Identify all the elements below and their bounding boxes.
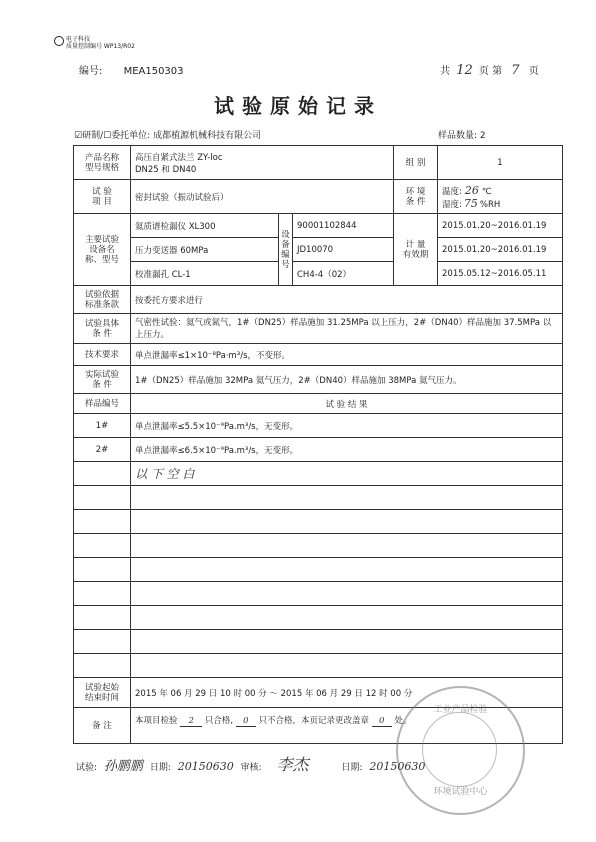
tester-signature: 孙鹏鹏 <box>103 759 143 774</box>
sample-no-label: 样品编号 <box>74 394 131 414</box>
calibration-period: 2015.01.20~2016.01.19 <box>438 238 563 262</box>
blank-cell <box>131 606 563 630</box>
actual-label: 实际试验 条 件 <box>74 366 131 394</box>
blank-cell <box>131 486 563 510</box>
actual-value: 1#（DN25）样品施加 32MPa 氦气压力，2#（DN40）样品施加 38MPa 氦气压力。 <box>131 366 563 394</box>
condition-value: 气密性试验：氦气或氮气，1#（DN25）样品施加 31.25MPa 以上压力，2#（DN40）样品施加 37.5MPa 以上压力。 <box>131 314 563 344</box>
blank-cell <box>74 654 131 678</box>
tech-value: 单点泄漏率≤1×10⁻⁸Pa·m³/s，不变形。 <box>131 344 563 366</box>
result-value: 单点泄漏率≤6.5×10⁻⁹Pa.m³/s，无变形。 <box>131 438 563 462</box>
basis-label: 试验依据 标准条款 <box>74 286 131 314</box>
blank-cell <box>131 558 563 582</box>
blank-cell <box>131 630 563 654</box>
product-value: 高压自紧式法兰 ZY-loc DN25 和 DN40 <box>131 146 394 180</box>
client-name: 成都植源机械科技有限公司 <box>153 131 262 141</box>
calibration-period: 2015.01.20~2016.01.19 <box>438 214 563 238</box>
fail-count: 0 <box>236 716 256 727</box>
seal-text-bottom: 环境试验中心 <box>433 787 488 797</box>
pass-count: 2 <box>180 716 202 727</box>
page-counter: 共 12 页 第 7 页 <box>440 63 539 78</box>
reviewer-date: 20150630 <box>369 760 426 773</box>
remarks-value: 本项目检验 2 只合格, 0 只不合格，本页记录更改盖章 0 处。 <box>131 708 563 744</box>
blank-note: 以 下 空 白 <box>131 462 563 486</box>
test-record-table <box>73 145 563 744</box>
blank-cell <box>74 606 131 630</box>
page-title: 试验原始记录 <box>214 94 382 118</box>
humidity: 75 <box>463 196 478 210</box>
seal-inner-ring <box>422 712 497 787</box>
remarks-label: 备 注 <box>74 708 131 744</box>
group-label: 组 别 <box>394 146 438 180</box>
logo-icon <box>54 36 64 46</box>
logo-line2: 质量控制编号 WP13/R02 <box>66 43 135 50</box>
calibration-period: 2015.05.12~2016.05.11 <box>438 262 563 286</box>
group-value: 1 <box>438 146 563 180</box>
tech-label: 技术要求 <box>74 344 131 366</box>
test-item-value: 密封试验（振动试验后） <box>131 180 394 214</box>
sample-no: 2# <box>74 438 131 462</box>
sample-quantity: 样品数量: 2 <box>438 131 486 141</box>
condition-label: 试验具体 条 件 <box>74 314 131 344</box>
equipment-label: 主要试验 设备名 称、型号 <box>74 214 131 286</box>
env-values: 温度: 26 ℃ 湿度: 75 %RH <box>438 180 563 214</box>
seal-text-top: 工业产品检验 <box>433 705 488 715</box>
test-item-label: 试 验 项 目 <box>74 180 131 214</box>
blank-cell <box>74 462 131 486</box>
blank-cell <box>131 510 563 534</box>
change-count: 0 <box>372 716 392 727</box>
equipment-name: 压力变送器 60MPa <box>131 238 279 262</box>
blank-cell <box>74 582 131 606</box>
blank-cell <box>74 486 131 510</box>
result-label: 试 验 结 果 <box>131 394 563 414</box>
client-line: ☑研制/☐委托单位: 成都植源机械科技有限公司 <box>74 131 262 141</box>
env-label: 环 境 条 件 <box>394 180 438 214</box>
time-label: 试验起始 结束时间 <box>74 678 131 708</box>
blank-cell <box>74 630 131 654</box>
equipment-name: 校准漏孔 CL-1 <box>131 262 279 286</box>
blank-cell <box>74 534 131 558</box>
equipment-name: 氦质谱检漏仪 XL300 <box>131 214 279 238</box>
page-current: 7 <box>511 63 520 78</box>
product-label: 产品名称 型号规格 <box>74 146 131 180</box>
reviewer-signature: 李杰 <box>276 755 309 774</box>
equipment-number: 90001102844 <box>293 214 394 238</box>
equipment-number: JD10070 <box>293 238 394 262</box>
basis-value: 按委托方要求进行 <box>131 286 563 314</box>
official-seal <box>396 686 525 815</box>
blank-cell <box>131 534 563 558</box>
tester-date: 20150630 <box>177 760 234 773</box>
equipment-number-label: 设 备 编 号 <box>279 214 293 286</box>
blank-cell <box>131 582 563 606</box>
sample-no: 1# <box>74 414 131 438</box>
pages-total: 12 <box>456 63 473 78</box>
equipment-number: CH4-4（02） <box>293 262 394 286</box>
temperature: 26 <box>464 183 479 197</box>
calibration-label: 计 量 有效期 <box>394 214 438 286</box>
blank-cell <box>131 654 563 678</box>
time-value: 2015 年 06 月 29 日 10 时 00 分 ～ 2015 年 06 月 29 日 12 时 00 分 <box>131 678 563 708</box>
doc-number: 编号: MEA150303 <box>79 66 184 77</box>
logo-line1: 电子科技 <box>66 36 91 43</box>
result-value: 单点泄漏率≤5.5×10⁻⁹Pa.m³/s，无变形。 <box>131 414 563 438</box>
footer-signatures: 试验: 孙鹏鹏 日期: 20150630 审核: 李杰 日期: 20150630 <box>76 755 426 774</box>
blank-cell <box>74 558 131 582</box>
blank-cell <box>74 510 131 534</box>
